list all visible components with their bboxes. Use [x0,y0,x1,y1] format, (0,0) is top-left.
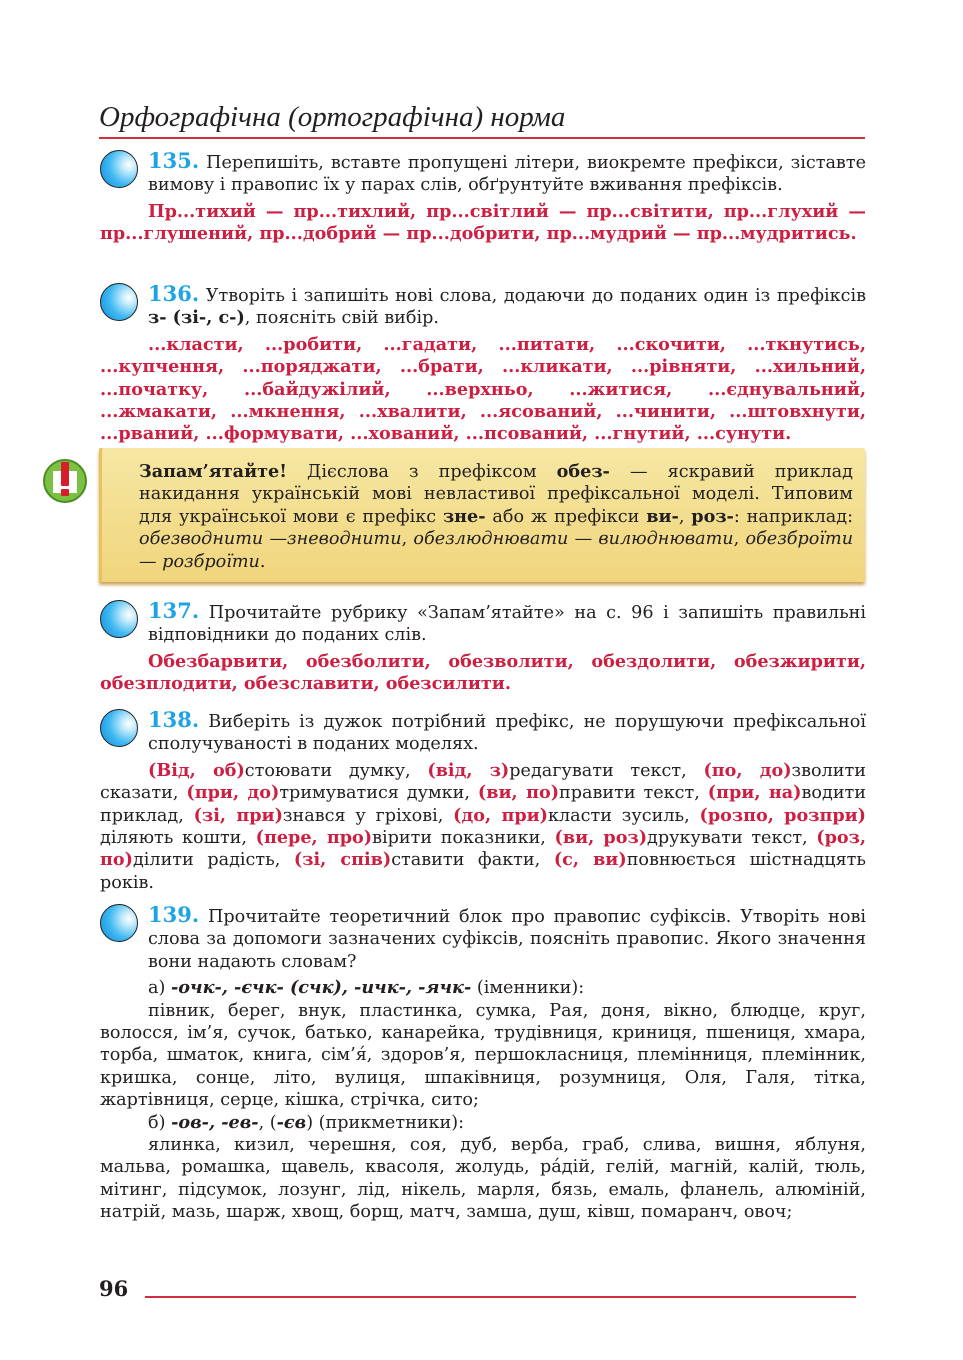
title-rule [99,137,865,139]
prefix-term: з- (зі-, с-) [148,307,245,329]
task-text: Перепишіть, вставте пропущені літери, виокремте префікси, зіставте вимову і правопис їх у парах слів, обґрунтуйте вживання префіксів. [148,153,866,196]
subtask-label: б) [148,1112,172,1133]
subtask-a-words: півник, берег, внук, пластинка, сумка, Рая, доня, вікно, блюдце, круг, волосся, ім’я, сучок, батько, канарейка, трудівниця, криниця, пшениця, хмара, торба, шматок, книга, сім’я́, здоров’я, першокласниця, племінниця, племінник, кришка, сонце, літо, вулиця, шпаківниця, розумниця, Оля, Галя, тітка, жартівниця, серце, кішка, стрічка, сито; [100,1000,866,1111]
prefix-choice: (від, з) [427,759,510,781]
note-prefix: обез- [556,461,610,482]
bullet-circle-icon [100,283,138,321]
exercise-number: 138. [148,707,200,732]
note-example: обезлюднювати — вилюднювати [413,529,734,550]
exercise-137-words: Обезбарвити, обезболити, обезволити, обездолити, обезжирити, обезплодити, обезславити, обезсилити. [100,650,866,695]
model-text: тримуватися думки, [279,783,478,804]
suffix-list: -очк-, -єчк- (счк), -ичк-, -ячк- [170,977,472,999]
suffix-list: -єв [276,1111,307,1133]
exercise-138 [100,709,866,894]
exercise-136 [100,283,866,446]
bullet-circle-icon [100,904,138,942]
task-text: , поясніть свій вибір. [244,308,439,329]
exercise-137 [100,600,866,696]
prefix-choice: (по, до) [703,759,792,781]
exercise-138-models [100,760,866,894]
note-text: або ж префікси [485,506,647,527]
exercise-number: 135. [148,148,200,173]
exercise-number: 136. [148,281,200,306]
prefix-choice: (ви, роз) [554,827,648,849]
prefix-choice: (пере, про) [255,827,373,849]
note-text: : наприклад: [733,506,854,527]
exercise-137-task [100,600,866,647]
exercise-number: 139. [148,902,200,927]
note-text: Дієслова з префіксом [286,462,557,482]
model-text: правити текст, [559,783,708,804]
note-text: , [733,529,746,550]
model-text: ставити факти, [391,850,554,871]
bullet-circle-icon [100,709,138,747]
task-text: Прочитайте теоретичний блок про правопис суфіксів. Утворіть нові слова за допомоги зазначених суфіксів, поясніть правопис. Якого значення вони надають словам? [148,907,866,972]
note-text: , [678,506,692,527]
prefix-choice: (при, на) [707,782,802,804]
prefix-choice: (зі, спів) [293,849,392,871]
bullet-circle-icon [100,600,138,638]
prefix-choice: (до, при) [453,804,548,826]
prefix-choice: (Від, об) [148,759,245,781]
model-text: водити приклад, [100,783,867,826]
page-title: Орфографічна (ортографічна) норма [99,101,566,133]
subtask-note: ) (прикметники): [306,1112,465,1133]
model-text: стоювати думку, [244,760,428,781]
prefix-choice: (роз, по) [100,827,867,871]
prefix-choice: (розпо, розпри) [699,804,867,826]
exercise-number: 137. [148,598,200,623]
exercise-135-words: Пр...тихий — пр...тихлий, пр...світлий — пр...світити, пр...глухий — пр...глушений, пр...добрий — пр...добрити, пр...мудрий — пр...мудритись. [100,200,866,245]
subtask-note: , ( [258,1112,277,1133]
page-number: 96 [99,1276,129,1301]
subtask-b-words: ялинка, кизил, черешня, соя, дуб, верба, граб, слива, вишня, яблуня, мальва, ромашка, щавель, квасоля, жолудь, ра́дій, гелій, магній, калій, тюль, мітинг, підсумок, лозунг, лід, нікель, марля, бязь, емаль, фланель, алюміній, натрій, мазь, шарж, хвощ, борщ, матч, замша, душ, ківш, помаранч, овоч; [100,1135,866,1223]
model-text: вірити показники, [372,828,555,849]
exercise-138-task [100,709,866,756]
subtask-a-heading [100,977,866,999]
model-text: повнюється шістнадцять років. [100,850,866,893]
subtask-label: а) [148,978,171,999]
note-text: . [259,551,266,572]
note-example: обезводнити —зневоднити [139,529,402,550]
exercise-139 [100,904,866,1224]
exercise-136-words: ...класти, ...робити, ...гадати, ...питати, ...скочити, ...ткнутись, ...купчення, ...поряджати, ...брати, ...кликати, ...рівняти, ...хильний, ...початку, ...байдужілий, ...верхньо, ...житися, ...єднувальний, ...жмакати, ...мкнення, ...хвалити, ...ясований, ...чинити, ...штовхнути, ...рваний, ...формувати, ...хований, ...псований, ...гнутий, ...сунути. [100,333,866,445]
note-text: — яскравий приклад накидання українській мові невластивої префіксальної моделі. Типовим для української мови є префікс [139,462,853,527]
model-text: ділити радість, [132,850,294,871]
prefix-choice: (зі, при) [193,804,283,826]
task-text: Утворіть і запишіть нові слова, додаючи до поданих один із префіксів [199,286,866,306]
model-text: знався у гріхові, [282,805,454,826]
model-text: друкувати текст, [647,828,817,849]
model-text: редагувати текст, [509,760,704,781]
prefix-choice: (при, до) [186,782,280,804]
note-prefix: зне- [442,505,486,527]
suffix-list: -ов-, -ев- [171,1111,259,1133]
exercise-139-task [100,904,866,973]
subtask-note: (іменники): [471,978,585,999]
remember-note-box [99,448,865,582]
note-prefix: роз- [691,505,734,527]
exercise-135-task [100,150,866,197]
model-text: зволити сказати, [100,760,866,804]
note-lead: Запам’ятайте! [139,461,287,482]
model-text: класти зусиль, [548,805,700,826]
note-prefix: ви- [646,505,679,527]
task-text: Виберіть із дужок потрібний префікс, не порушуючи префіксальної сполучуваності в поданих моделях. [148,712,866,755]
prefix-choice: (ви, по) [477,782,560,804]
subtask-b-heading [100,1112,866,1134]
prefix-choice: (с, ви) [553,849,627,871]
model-text: діляють кошти, [100,828,256,849]
task-text: Прочитайте рубрику «Запам’ятайте» на с. 96 і запишіть правильні відповідники до поданих слів. [148,603,866,646]
note-text: , [401,529,414,550]
exclamation-alert-icon [42,458,88,504]
note-example: обезброїти — розброїти [139,529,854,572]
exercise-136-task [100,283,866,330]
bullet-circle-icon [100,150,138,188]
exercise-135 [100,150,866,246]
footer-rule [145,1296,856,1298]
